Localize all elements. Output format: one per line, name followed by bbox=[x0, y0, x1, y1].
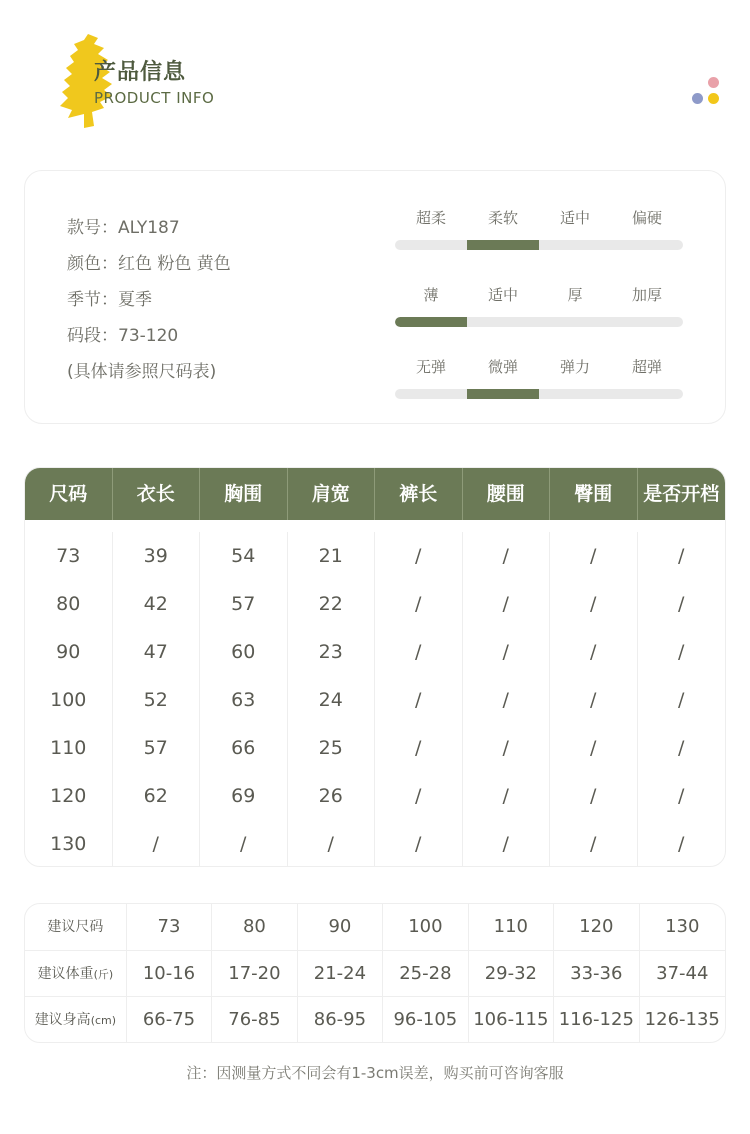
table-cell: 62 bbox=[143, 785, 168, 807]
table-cell: 24 bbox=[318, 689, 343, 711]
table-cell: 63 bbox=[231, 689, 256, 711]
table-cell: 66 bbox=[231, 737, 256, 759]
scale-label: 偏硬 bbox=[631, 209, 662, 227]
table-column bbox=[375, 532, 463, 867]
table-cell: 25 bbox=[318, 737, 343, 759]
table-cell: / bbox=[678, 833, 685, 855]
table-cell: 21 bbox=[318, 545, 343, 567]
info-key: 颜色： bbox=[67, 254, 118, 274]
table-cell: 57 bbox=[231, 593, 256, 615]
table-cell: / bbox=[502, 593, 509, 615]
column-header: 腰围 bbox=[463, 468, 551, 520]
table-cell: / bbox=[590, 833, 597, 855]
table-cell: / bbox=[678, 737, 685, 759]
column-header: 是否开档 bbox=[643, 483, 720, 505]
suggestion-table bbox=[24, 903, 726, 1043]
table-cell: 80 bbox=[212, 904, 297, 951]
table-column bbox=[463, 532, 551, 867]
info-value: (具体请参照尺码表) bbox=[67, 362, 217, 382]
table-cell: 96-105 bbox=[383, 997, 468, 1043]
table-row bbox=[25, 997, 725, 1043]
scale-track bbox=[395, 317, 683, 327]
table-cell: / bbox=[502, 641, 509, 663]
yellow-dot-icon bbox=[708, 93, 719, 104]
table-cell: / bbox=[590, 641, 597, 663]
table-row bbox=[25, 904, 725, 951]
page-subtitle: PRODUCT INFO bbox=[94, 89, 215, 107]
table-cell: 76-85 bbox=[212, 997, 297, 1043]
page-title: 产品信息 bbox=[94, 60, 187, 85]
table-column bbox=[550, 532, 638, 867]
column-header: 胸围 bbox=[200, 468, 288, 520]
table-cell: 130 bbox=[50, 833, 87, 855]
table-cell: 120 bbox=[50, 785, 87, 807]
softness-scale bbox=[395, 207, 683, 250]
row-label-unit: (cm) bbox=[90, 1014, 117, 1028]
table-cell: 126-135 bbox=[644, 1009, 720, 1031]
table-cell: / bbox=[327, 833, 334, 855]
table-cell: 33-36 bbox=[554, 951, 639, 998]
table-cell: 130 bbox=[665, 916, 700, 937]
table-cell: / bbox=[590, 593, 597, 615]
info-value: 73-120 bbox=[118, 326, 179, 346]
table-column bbox=[288, 532, 376, 867]
pink-dot-icon bbox=[708, 77, 719, 88]
table-cell: / bbox=[152, 833, 159, 855]
table-cell: 90 bbox=[56, 641, 81, 663]
table-cell: 60 bbox=[231, 641, 256, 663]
table-cell: 73 bbox=[56, 545, 81, 567]
table-cell: / bbox=[590, 545, 597, 567]
size-table bbox=[24, 467, 726, 867]
size-table-body bbox=[25, 520, 725, 867]
table-column bbox=[25, 532, 113, 867]
elasticity-scale bbox=[395, 356, 683, 399]
table-cell: 42 bbox=[143, 593, 168, 615]
table-cell: / bbox=[590, 689, 597, 711]
scale-label: 厚 bbox=[567, 286, 583, 304]
scale-track bbox=[395, 240, 683, 250]
table-cell: / bbox=[240, 833, 247, 855]
scale-label: 无弹 bbox=[415, 358, 446, 376]
table-cell: / bbox=[502, 689, 509, 711]
table-cell: 100 bbox=[50, 689, 87, 711]
info-line-color bbox=[67, 249, 231, 285]
scale-label: 适中 bbox=[559, 209, 590, 227]
table-cell: 86-95 bbox=[298, 997, 383, 1043]
table-cell: 90 bbox=[298, 904, 383, 951]
table-cell: 54 bbox=[231, 545, 256, 567]
row-label-unit: (斤) bbox=[93, 967, 114, 981]
table-cell: 22 bbox=[318, 593, 343, 615]
table-cell: 21-24 bbox=[298, 951, 383, 998]
size-table-header bbox=[25, 468, 725, 520]
table-cell: 10-16 bbox=[127, 951, 212, 998]
info-line-style-no bbox=[67, 213, 231, 249]
table-cell: / bbox=[415, 785, 422, 807]
scale-label: 柔软 bbox=[487, 209, 518, 227]
info-line-note bbox=[67, 357, 231, 393]
scale-label: 超柔 bbox=[415, 209, 446, 227]
table-cell: / bbox=[415, 545, 422, 567]
table-row bbox=[25, 951, 725, 998]
column-header: 尺码 bbox=[25, 468, 113, 520]
column-header: 臀围 bbox=[550, 468, 638, 520]
table-column bbox=[200, 532, 288, 867]
table-cell: 110 bbox=[50, 737, 87, 759]
table-cell: / bbox=[502, 833, 509, 855]
column-header: 裤长 bbox=[375, 468, 463, 520]
table-cell: / bbox=[415, 593, 422, 615]
table-cell: 52 bbox=[143, 689, 168, 711]
table-cell: / bbox=[678, 593, 685, 615]
table-cell: / bbox=[590, 785, 597, 807]
table-cell: / bbox=[678, 545, 685, 567]
scale-track bbox=[395, 389, 683, 399]
table-cell: 25-28 bbox=[383, 951, 468, 998]
table-cell: / bbox=[502, 785, 509, 807]
info-list bbox=[67, 213, 231, 393]
table-cell: 57 bbox=[143, 737, 168, 759]
column-header: 肩宽 bbox=[288, 468, 376, 520]
table-cell: 100 bbox=[383, 904, 468, 951]
info-value: 红色 粉色 黄色 bbox=[118, 254, 231, 274]
table-cell: 69 bbox=[231, 785, 256, 807]
table-cell: 116-125 bbox=[554, 997, 639, 1043]
info-line-season bbox=[67, 285, 231, 321]
table-cell: / bbox=[678, 689, 685, 711]
info-key: 季节： bbox=[67, 290, 118, 310]
row-label bbox=[25, 904, 127, 951]
row-label-text: 建议体重 bbox=[37, 965, 94, 982]
row-label-text: 建议尺码 bbox=[47, 919, 104, 935]
table-cell: / bbox=[678, 785, 685, 807]
scale-label: 薄 bbox=[423, 286, 439, 304]
table-cell: / bbox=[415, 689, 422, 711]
blue-dot-icon bbox=[692, 93, 703, 104]
table-cell: 47 bbox=[143, 641, 168, 663]
scale-label: 微弹 bbox=[487, 358, 518, 376]
scale-label: 适中 bbox=[487, 286, 518, 304]
info-value: 夏季 bbox=[118, 290, 152, 310]
table-cell: 26 bbox=[318, 785, 343, 807]
row-label bbox=[25, 997, 127, 1043]
row-label-text: 建议身高 bbox=[34, 1012, 91, 1029]
table-cell: / bbox=[415, 737, 422, 759]
table-cell: 80 bbox=[56, 593, 81, 615]
table-cell: / bbox=[415, 641, 422, 663]
table-cell: 29-32 bbox=[469, 951, 554, 998]
table-cell: / bbox=[590, 737, 597, 759]
table-column bbox=[113, 532, 201, 867]
table-cell: / bbox=[415, 833, 422, 855]
column-header: 衣长 bbox=[113, 468, 201, 520]
table-cell: 39 bbox=[143, 545, 168, 567]
table-cell: / bbox=[502, 545, 509, 567]
table-cell: 17-20 bbox=[212, 951, 297, 998]
scale-indicator bbox=[467, 240, 539, 250]
row-label bbox=[25, 951, 127, 998]
table-cell: 23 bbox=[318, 641, 343, 663]
thickness-scale bbox=[395, 284, 683, 327]
table-cell: 106-115 bbox=[469, 997, 554, 1043]
info-value: ALY187 bbox=[118, 218, 180, 238]
table-cell: / bbox=[678, 641, 685, 663]
measurement-note: 注：因测量方式不同会有1-3cm误差，购买前可咨询客服 bbox=[186, 1064, 564, 1082]
table-cell: 73 bbox=[127, 904, 212, 951]
table-column bbox=[638, 532, 726, 867]
header bbox=[0, 0, 750, 150]
decorative-dots-icon bbox=[690, 75, 722, 107]
scale-indicator bbox=[395, 317, 467, 327]
table-cell: 110 bbox=[469, 904, 554, 951]
table-cell: / bbox=[502, 737, 509, 759]
scale-indicator bbox=[467, 389, 539, 399]
scale-label: 加厚 bbox=[631, 286, 662, 304]
table-cell: 66-75 bbox=[127, 997, 212, 1043]
table-cell: 37-44 bbox=[656, 962, 709, 984]
scale-label: 弹力 bbox=[559, 358, 590, 376]
table-cell: 120 bbox=[554, 904, 639, 951]
scale-label: 超弹 bbox=[631, 358, 662, 376]
info-key: 款号： bbox=[67, 218, 118, 238]
info-line-size-range bbox=[67, 321, 231, 357]
info-key: 码段： bbox=[67, 326, 118, 346]
product-info-card bbox=[24, 170, 726, 424]
